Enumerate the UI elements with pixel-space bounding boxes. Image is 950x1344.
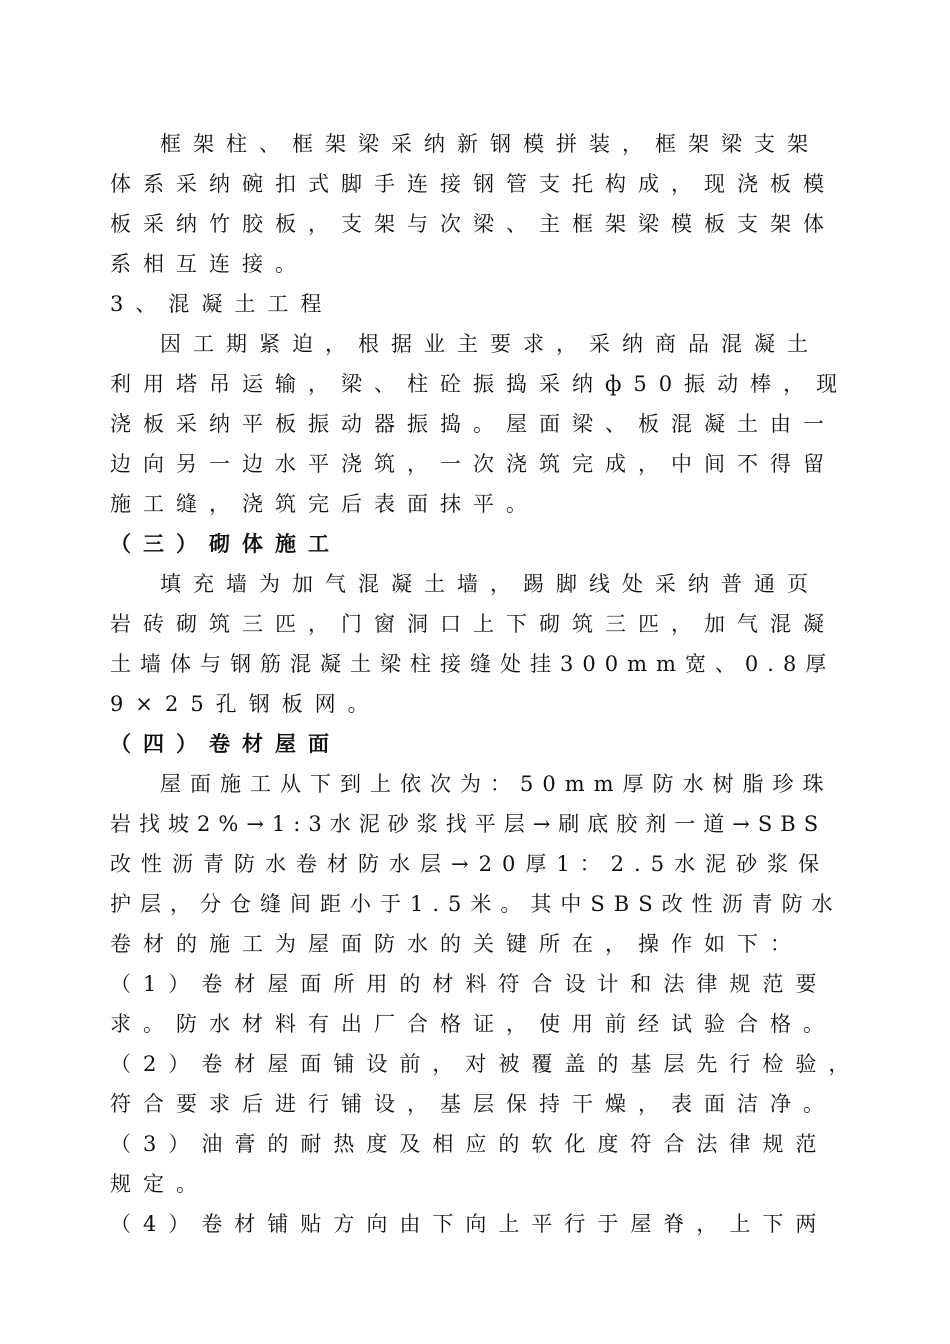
- text-line: 规定。: [110, 1172, 209, 1196]
- text-line: 填充墙为加气混凝土墙，踢脚线处采纳普通页: [160, 572, 820, 596]
- text-line: 体系采纳碗扣式脚手连接钢管支托构成，现浇板模: [110, 172, 836, 196]
- text-line: 因工期紧迫，根据业主要求，采纳商品混凝土: [160, 332, 820, 356]
- list-item: （3）油膏的耐热度及相应的软化度符合法律规范: [110, 1132, 829, 1156]
- section-heading: 3、混凝土工程: [110, 292, 334, 316]
- text-line: 施工缝，浇筑完后表面抹平。: [110, 492, 539, 516]
- text-line: 边向另一边水平浇筑，一次浇筑完成，中间不得留: [110, 452, 836, 476]
- text-line: 板采纳竹胶板，支架与次梁、主框架梁模板支架体: [110, 212, 836, 236]
- text-line: 改性沥青防水卷材防水层→20厚1：2.5水泥砂浆保: [110, 852, 830, 876]
- text-line: 岩找坡2%→1:3水泥砂浆找平层→刷底胶剂一道→SBS: [110, 812, 827, 836]
- list-item: （1）卷材屋面所用的材料符合设计和法律规范要: [110, 972, 829, 996]
- text-line: 屋面施工从下到上依次为：50mm厚防水树脂珍珠: [160, 772, 833, 796]
- section-heading: （三）砌体施工: [110, 531, 341, 556]
- text-line: 护层，分仓缝间距小于1.5米。其中SBS改性沥青防水: [110, 892, 842, 916]
- text-line: 系相互连接。: [110, 252, 308, 276]
- text-line: 符合要求后进行铺设，基层保持干燥，表面洁净。: [110, 1092, 836, 1116]
- text-line: 岩砖砌筑三匹，门窗洞口上下砌筑三匹，加气混凝: [110, 612, 836, 636]
- text-line: 求。防水材料有出厂合格证，使用前经试验合格。: [110, 1012, 836, 1036]
- text-line: 土墙体与钢筋混凝土梁柱接缝处挂300mm宽、0.8厚: [110, 652, 836, 676]
- list-item: （4）卷材铺贴方向由下向上平行于屋脊，上下两: [110, 1212, 829, 1236]
- text-line: 浇板采纳平板振动器振捣。屋面梁、板混凝土由一: [110, 412, 836, 436]
- text-line: 9×25孔钢板网。: [110, 692, 381, 716]
- list-item: （2）卷材屋面铺设前，对被覆盖的基层先行检验，: [110, 1052, 862, 1076]
- text-line: 框架柱、框架梁采纳新钢模拼装，框架梁支架: [160, 132, 820, 156]
- text-line: 利用塔吊运输，梁、柱砼振捣采纳ф50振动棒，现: [110, 372, 850, 396]
- section-heading: （四）卷材屋面: [110, 731, 341, 756]
- text-line: 卷材的施工为屋面防水的关键所在，操作如下：: [110, 932, 803, 956]
